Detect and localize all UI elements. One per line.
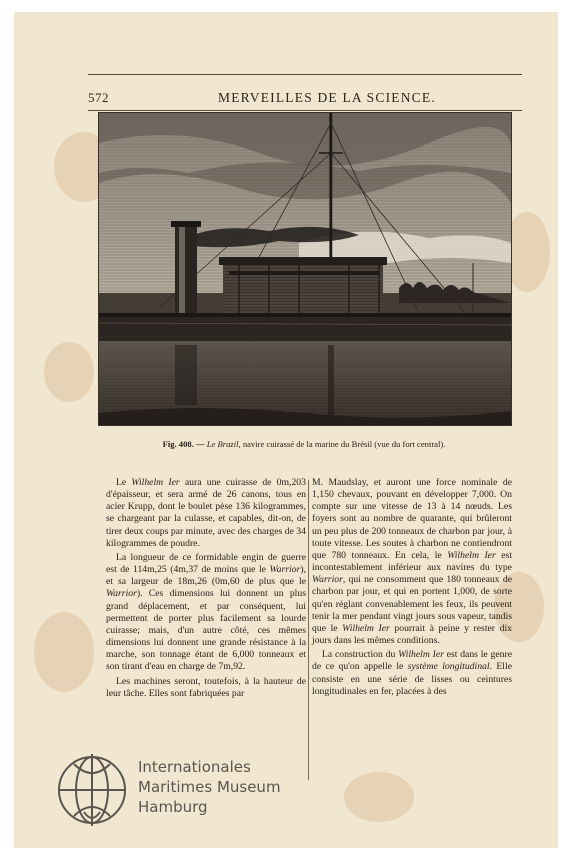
paragraph bbox=[106, 477, 306, 550]
text-column-left bbox=[106, 477, 306, 702]
foxing-stain bbox=[344, 772, 414, 822]
watermark-line: Hamburg bbox=[138, 798, 208, 816]
foxing-stain bbox=[34, 612, 94, 692]
watermark-line: Internationales bbox=[138, 758, 251, 776]
text-run: aura une cuirasse de 0m,203 d'épaisseur, et sera armé de 26 canons, tous en acier Krupp, dont le boulet pèse 136 kilogrammes, se chargeant par la culasse, et capables, dit-on, de tirer deux coups par minute, avec des charges de 34 kilogrammes de poudre. bbox=[106, 477, 306, 549]
text-run: Le bbox=[116, 477, 132, 488]
ship-name: Wilhelm Ier bbox=[398, 649, 444, 661]
caption-label: Fig. 408. — bbox=[162, 439, 205, 449]
text-run: La longueur de ce formidable engin de guerre est de 114m,25 (4m,37 de moins que le bbox=[106, 551, 306, 576]
ship-engraving bbox=[98, 112, 512, 426]
page-header bbox=[88, 74, 522, 114]
text-run: . Elle consiste en une série de lisses ou ceintures longitudinales en fer, placées à des bbox=[312, 661, 512, 697]
foxing-stain bbox=[44, 342, 94, 402]
header-rule-top bbox=[88, 74, 522, 75]
ship-name: Wilhelm Ier bbox=[342, 622, 390, 634]
text-run: ). Ces dimensions lui donnent un plus grand déplacement, et par conséquent, lui permettent de porter plus facilement sa lourde cuirasse; mais, d'un autre côté, ces mêmes dimensions lui donnent une grande résistance à la marche, son tonnage étant de 6,000 tonneaux et son tirant d'eau en charge de 7m,92. bbox=[106, 588, 306, 673]
running-title: MERVEILLES DE LA SCIENCE. bbox=[218, 90, 436, 105]
ship-name: Wilhelm Ier bbox=[447, 549, 496, 561]
text-run: La construction du bbox=[322, 649, 399, 661]
text-run: est dans le genre de ce qu'on appelle le bbox=[312, 649, 512, 673]
ship-illustration bbox=[99, 113, 511, 425]
figure-caption bbox=[98, 439, 510, 449]
ship-name: Warrior bbox=[312, 574, 343, 586]
paragraph bbox=[312, 477, 512, 647]
caption-text: navire cuirassé de la marine du Brésil (vue du fort central). bbox=[242, 439, 446, 449]
page-number: 572 bbox=[88, 90, 109, 105]
paragraph: Les machines seront, toutefois, à la hauteur de leur tâche. Elles sont fabriquées par bbox=[106, 675, 306, 699]
paragraph bbox=[106, 552, 306, 674]
column-divider bbox=[308, 480, 309, 780]
book-page bbox=[14, 12, 558, 848]
text-run: pourrait à peine y rester dix jours dans les mêmes conditions. bbox=[312, 622, 512, 647]
museum-watermark bbox=[138, 757, 281, 817]
header-rule-bottom bbox=[88, 110, 522, 111]
ship-name: Wilhelm Ier bbox=[131, 477, 180, 488]
text-run: , qui ne consomment que 180 tonneaux de charbon par jour, et qui en portent 1,000, de sorte qu'en réglant convenablement les feux, ils peuvent tenir la mer pendant vingt jours sous vapeur, tandis que le bbox=[312, 574, 512, 634]
text-run: est incontestablement inférieur aux navires du type bbox=[312, 549, 513, 574]
caption-ship-name: Le Brazil, bbox=[206, 439, 241, 449]
text-column-right bbox=[312, 477, 512, 700]
museum-logo-icon bbox=[54, 752, 130, 828]
technical-term: système longitudinal bbox=[407, 661, 490, 673]
paragraph bbox=[312, 649, 512, 698]
text-run: ), et sa largeur de 18m,26 (0m,60 de plus que le bbox=[106, 564, 306, 588]
watermark-line: Maritimes Museum bbox=[138, 778, 281, 796]
ship-name: Warrior bbox=[269, 564, 301, 576]
ship-name: Warrior bbox=[106, 588, 137, 600]
text-run: M. Maudslay, et auront une force nominale de 1,150 chevaux, pouvant en développer 7,000. On compte sur une vitesse de 13 à 14 nœuds. Les foyers sont au nombre de quarante, qui brûleront un peu plus de 200 tonneaux de charbon par jour, à toute vitesse. Les soutes à charbon ne contiendront que 780 tonneaux. En cela, le bbox=[312, 477, 512, 561]
